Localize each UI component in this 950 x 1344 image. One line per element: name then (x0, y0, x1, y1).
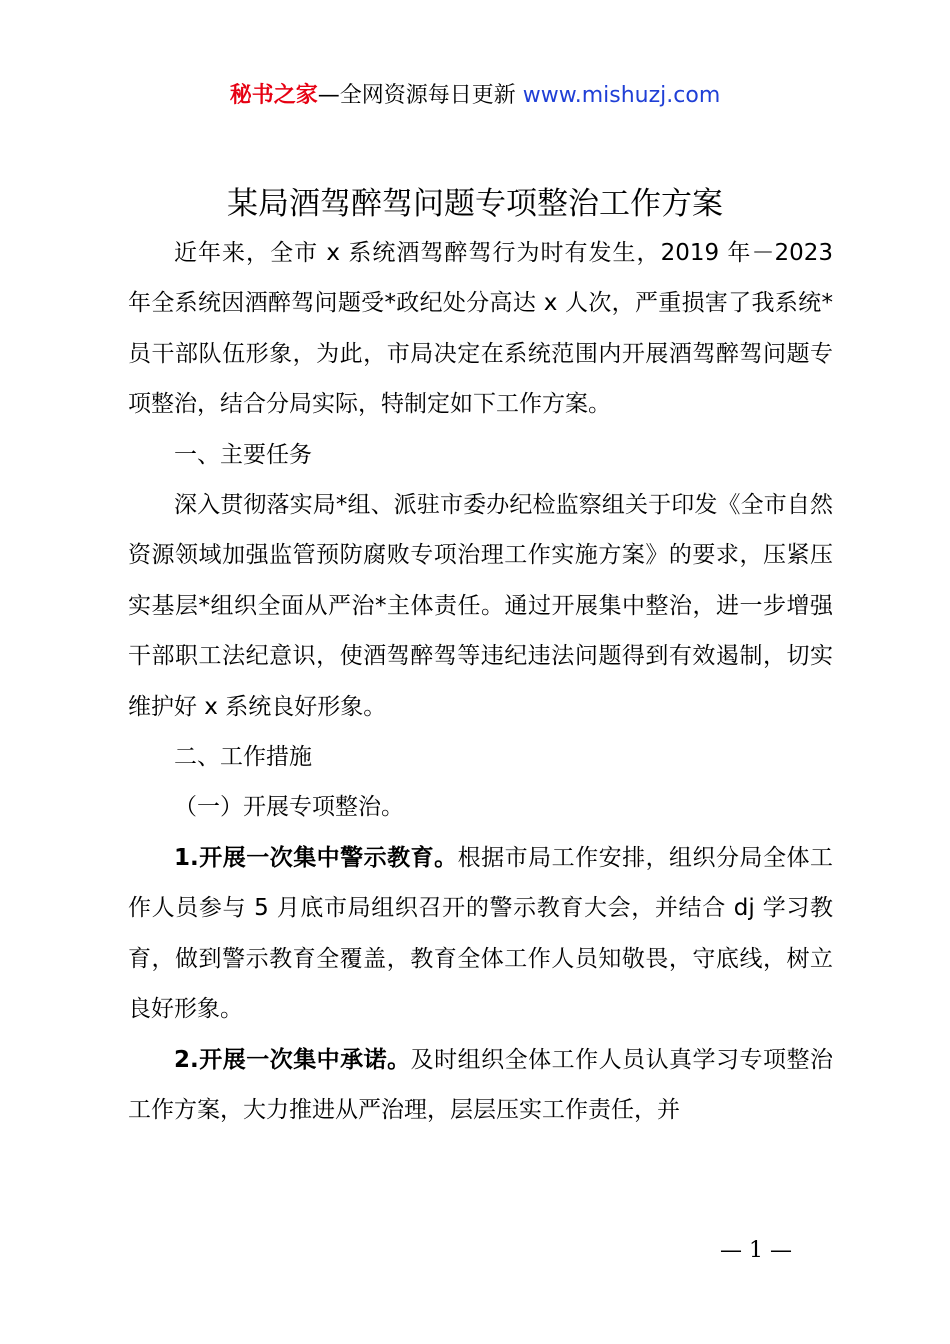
tasks-paragraph: 深入贯彻落实局*组、派驻市委办纪检监察组关于印发《全市自然资源领域加强监管预防腐败专项治理工作实施方案》的要求，压紧压实基层*组织全面从严治*主体责任。通过开展集中整治，进一步增强干部职工法纪意识，使酒驾醉驾等违纪违法问题得到有效遏制，切实维护好 x 系统良好形象。 (128, 492, 833, 720)
item-2-heading: 2.开展一次集中承诺。 (174, 1046, 411, 1073)
document-title: 某局酒驾醉驾问题专项整治工作方案 (227, 186, 723, 222)
page-number: — 1 — (720, 1238, 792, 1263)
site-header (0, 80, 950, 112)
section-heading-measures: 二、工作措施 (174, 744, 312, 771)
site-brand: 秘书之家 (229, 83, 318, 108)
item-1-text: 根据市局工作安排，组织分局全体工作人员参与 5 月底市局组织召开的警示教育大会，并结合 dj 学习教育，做到警示教育全覆盖，教育全体工作人员知敬畏，守底线，树立良好形象。 (128, 844, 834, 1023)
subsection-heading: （一）开展专项整治。 (174, 794, 404, 821)
item-2-paragraph (128, 1035, 833, 1136)
site-url[interactable]: www.mishuzj.com (522, 83, 721, 108)
item-1-paragraph (128, 833, 833, 1035)
item-1-heading: 1.开展一次集中警示教育。 (174, 844, 458, 871)
section-heading-tasks: 一、主要任务 (174, 441, 312, 468)
intro-paragraph: 近年来，全市 x 系统酒驾醉驾行为时有发生，2019 年－2023 年全系统因酒醉驾问题受*政纪处分高达 x 人次，严重损害了我系统*员干部队伍形象，为此，市局决定在系统范围内开展酒驾醉驾问题专项整治，结合分局实际，特制定如下工作方案。 (128, 240, 833, 418)
document-body (128, 228, 833, 1135)
site-tagline: —全网资源每日更新 (317, 83, 523, 108)
item-2-text: 及时组织全体工作人员认真学习专项整治工作方案，大力推进从严治理，层层压实工作责任，并 (128, 1046, 833, 1123)
